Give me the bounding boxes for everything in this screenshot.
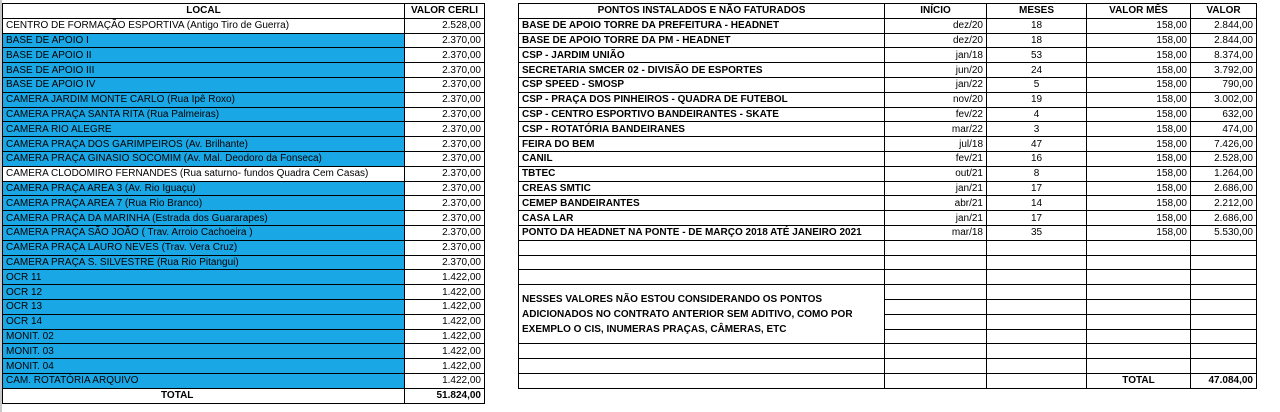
- cell-inicio[interactable]: jun/20: [885, 63, 987, 78]
- cell-ponto[interactable]: CEMEP BANDEIRANTES: [519, 196, 885, 211]
- cell-local[interactable]: OCR 11: [3, 270, 405, 285]
- empty-cell[interactable]: [519, 240, 885, 255]
- cell-valor-cerli[interactable]: 1.422,00: [405, 270, 485, 285]
- table-row: [519, 196, 1257, 211]
- empty-cell[interactable]: [1191, 240, 1257, 255]
- cell-inicio[interactable]: jan/21: [885, 211, 987, 226]
- cell-local[interactable]: OCR 13: [3, 299, 405, 314]
- cell-ponto[interactable]: CSP - JARDIM UNIÃO: [519, 48, 885, 63]
- table-row: [519, 33, 1257, 48]
- table-row: [519, 151, 1257, 166]
- table-row: [3, 359, 485, 374]
- cell-inicio[interactable]: mar/18: [885, 225, 987, 240]
- cell-ponto[interactable]: CSP SPEED - SMOSP: [519, 77, 885, 92]
- cell-local[interactable]: OCR 12: [3, 285, 405, 300]
- table-row: [3, 255, 485, 270]
- empty-cell[interactable]: [987, 299, 1087, 314]
- table-row: [519, 181, 1257, 196]
- empty-cell[interactable]: [885, 373, 987, 388]
- table-row: [3, 151, 485, 166]
- cell-valor-cerli[interactable]: 2.370,00: [405, 107, 485, 122]
- table-row: [3, 63, 485, 78]
- table-header-row: [3, 4, 485, 19]
- cell-valor-mes[interactable]: 158,00: [1087, 137, 1191, 152]
- cell-valor-mes[interactable]: 158,00: [1087, 151, 1191, 166]
- cell-valor[interactable]: 1.264,00: [1191, 166, 1257, 181]
- cell-local[interactable]: MONIT. 03: [3, 344, 405, 359]
- empty-cell[interactable]: [1087, 285, 1191, 300]
- cell-ponto[interactable]: CASA LAR: [519, 211, 885, 226]
- cell-meses[interactable]: 4: [987, 107, 1087, 122]
- cell-valor[interactable]: 2.844,00: [1191, 33, 1257, 48]
- cell-valor-mes[interactable]: 158,00: [1087, 18, 1191, 33]
- empty-cell[interactable]: [885, 359, 987, 374]
- cell-valor-cerli[interactable]: 2.370,00: [405, 151, 485, 166]
- empty-cell[interactable]: [885, 314, 987, 329]
- cell-inicio[interactable]: jan/21: [885, 181, 987, 196]
- cell-valor[interactable]: 3.002,00: [1191, 92, 1257, 107]
- cell-valor[interactable]: 2.686,00: [1191, 181, 1257, 196]
- empty-cell[interactable]: [987, 344, 1087, 359]
- cell-valor-mes[interactable]: 158,00: [1087, 181, 1191, 196]
- cell-ponto[interactable]: BASE DE APOIO TORRE DA PM - HEADNET: [519, 33, 885, 48]
- empty-row: [519, 270, 1257, 285]
- cell-meses[interactable]: 18: [987, 33, 1087, 48]
- cell-valor-cerli[interactable]: 2.370,00: [405, 48, 485, 63]
- cell-valor-mes[interactable]: 158,00: [1087, 107, 1191, 122]
- empty-cell[interactable]: [1191, 344, 1257, 359]
- cell-meses[interactable]: 53: [987, 48, 1087, 63]
- cell-ponto[interactable]: CSP - ROTATÓRIA BANDEIRANES: [519, 122, 885, 137]
- cell-valor-mes[interactable]: 158,00: [1087, 166, 1191, 181]
- cell-valor-cerli[interactable]: 1.422,00: [405, 344, 485, 359]
- cell-valor-mes[interactable]: 158,00: [1087, 225, 1191, 240]
- header-valor[interactable]: VALOR: [1191, 4, 1257, 19]
- cell-ponto[interactable]: FEIRA DO BEM: [519, 137, 885, 152]
- table-row: [3, 270, 485, 285]
- cell-ponto[interactable]: CSP - CENTRO ESPORTIVO BANDEIRANTES - SKATE: [519, 107, 885, 122]
- cell-valor-cerli[interactable]: 2.370,00: [405, 166, 485, 181]
- table-row: [519, 48, 1257, 63]
- cell-local[interactable]: CAMERA PRAÇA DOS GARIMPEIROS (Av. Brilhante): [3, 137, 405, 152]
- cell-meses[interactable]: 3: [987, 122, 1087, 137]
- cell-local[interactable]: CAMERA PRAÇA S. SILVESTRE (Rua Rio Pitangui): [3, 255, 405, 270]
- cell-meses[interactable]: 47: [987, 137, 1087, 152]
- empty-cell[interactable]: [885, 255, 987, 270]
- empty-cell[interactable]: [519, 359, 885, 374]
- empty-cell[interactable]: [987, 270, 1087, 285]
- cell-local[interactable]: CAMERA PRAÇA SÃO JOÃO ( Trav. Arroio Cachoeira ): [3, 225, 405, 240]
- table-row: [3, 92, 485, 107]
- cell-valor-mes[interactable]: 158,00: [1087, 63, 1191, 78]
- table-row: [519, 225, 1257, 240]
- local-values-table: [2, 3, 485, 404]
- cell-local[interactable]: CAMERA JARDIM MONTE CARLO (Rua Ipê Roxo): [3, 92, 405, 107]
- cell-meses[interactable]: 16: [987, 151, 1087, 166]
- empty-row: [519, 255, 1257, 270]
- table-row: [3, 137, 485, 152]
- cell-valor-mes[interactable]: 158,00: [1087, 92, 1191, 107]
- cell-valor-cerli[interactable]: 2.370,00: [405, 225, 485, 240]
- table-row: [3, 344, 485, 359]
- cell-meses[interactable]: 18: [987, 18, 1087, 33]
- cell-valor[interactable]: 2.528,00: [1191, 151, 1257, 166]
- table-row: [519, 18, 1257, 33]
- cell-valor-mes[interactable]: 158,00: [1087, 196, 1191, 211]
- cell-local[interactable]: CAMERA PRAÇA AREA 7 (Rua Rio Branco): [3, 196, 405, 211]
- empty-cell[interactable]: [987, 255, 1087, 270]
- empty-row: [519, 285, 1257, 300]
- cell-meses[interactable]: 17: [987, 181, 1087, 196]
- cell-valor[interactable]: 3.792,00: [1191, 63, 1257, 78]
- total-value[interactable]: 51.824,00: [405, 388, 485, 403]
- table-row: [519, 211, 1257, 226]
- table-row: [3, 373, 485, 388]
- table-row: [519, 63, 1257, 78]
- cell-local[interactable]: CAMERA PRAÇA DA MARINHA (Estrada dos Guararapes): [3, 211, 405, 226]
- table-row: [3, 211, 485, 226]
- empty-cell[interactable]: [1087, 299, 1191, 314]
- empty-cell[interactable]: [1087, 255, 1191, 270]
- cell-valor[interactable]: 8.374,00: [1191, 48, 1257, 63]
- cell-local[interactable]: MONIT. 02: [3, 329, 405, 344]
- cell-inicio[interactable]: abr/21: [885, 196, 987, 211]
- table-row: [3, 166, 485, 181]
- empty-cell[interactable]: [1191, 314, 1257, 329]
- empty-cell[interactable]: [885, 240, 987, 255]
- empty-cell[interactable]: [1191, 359, 1257, 374]
- table-row: [3, 299, 485, 314]
- table-row: [3, 196, 485, 211]
- empty-cell[interactable]: [885, 285, 987, 300]
- cell-local[interactable]: MONIT. 04: [3, 359, 405, 374]
- empty-cell[interactable]: [1087, 344, 1191, 359]
- cell-valor-mes[interactable]: 158,00: [1087, 48, 1191, 63]
- table-header-row: [519, 4, 1257, 19]
- empty-cell[interactable]: [885, 344, 987, 359]
- cell-ponto[interactable]: CSP - PRAÇA DOS PINHEIROS - QUADRA DE FUTEBOL: [519, 92, 885, 107]
- total-label[interactable]: TOTAL: [3, 388, 405, 403]
- cell-local[interactable]: CAMERA RIO ALEGRE: [3, 122, 405, 137]
- cell-inicio[interactable]: out/21: [885, 166, 987, 181]
- cell-local[interactable]: CAMERA PRAÇA GINASIO SOCOMIM (Av. Mal. Deodoro da Fonseca): [3, 151, 405, 166]
- table-row: [3, 285, 485, 300]
- cell-meses[interactable]: 24: [987, 63, 1087, 78]
- cell-inicio[interactable]: mar/22: [885, 122, 987, 137]
- table-row: [3, 314, 485, 329]
- empty-cell[interactable]: [1191, 255, 1257, 270]
- cell-inicio[interactable]: fev/21: [885, 151, 987, 166]
- cell-local[interactable]: CAMERA PRAÇA AREA 3 (Av. Rio Iguaçu): [3, 181, 405, 196]
- cell-valor-cerli[interactable]: 1.422,00: [405, 314, 485, 329]
- table-row: [519, 137, 1257, 152]
- table-row: [3, 18, 485, 33]
- empty-cell[interactable]: [885, 270, 987, 285]
- cell-inicio[interactable]: dez/20: [885, 33, 987, 48]
- cell-valor[interactable]: 5.530,00: [1191, 225, 1257, 240]
- header-pontos[interactable]: PONTOS INSTALADOS E NÃO FATURADOS: [519, 4, 885, 19]
- cell-valor-cerli[interactable]: 2.370,00: [405, 196, 485, 211]
- cell-inicio[interactable]: fev/22: [885, 107, 987, 122]
- empty-cell[interactable]: [1191, 329, 1257, 344]
- table-row: [3, 48, 485, 63]
- table-row: [519, 166, 1257, 181]
- empty-cell[interactable]: [1087, 270, 1191, 285]
- cell-valor-cerli[interactable]: 2.370,00: [405, 122, 485, 137]
- total-value[interactable]: 47.084,00: [1191, 373, 1257, 388]
- cell-valor-cerli[interactable]: 2.370,00: [405, 77, 485, 92]
- empty-cell[interactable]: [1191, 285, 1257, 300]
- cell-valor-cerli[interactable]: 1.422,00: [405, 329, 485, 344]
- cell-ponto[interactable]: PONTO DA HEADNET NA PONTE - DE MARÇO 2018 ATÉ JANEIRO 2021: [519, 225, 885, 240]
- cell-valor-cerli[interactable]: 1.422,00: [405, 373, 485, 388]
- table-row: [3, 33, 485, 48]
- cell-valor-cerli[interactable]: 2.370,00: [405, 255, 485, 270]
- table-row: [519, 122, 1257, 137]
- cell-local[interactable]: OCR 14: [3, 314, 405, 329]
- cell-valor-cerli[interactable]: 2.370,00: [405, 240, 485, 255]
- table-row: [3, 107, 485, 122]
- total-row: [519, 373, 1257, 388]
- header-meses[interactable]: MESES: [987, 4, 1087, 19]
- cell-valor-mes[interactable]: 158,00: [1087, 77, 1191, 92]
- cell-local[interactable]: CAM. ROTATÓRIA ARQUIVO: [3, 373, 405, 388]
- cell-valor-cerli[interactable]: 2.370,00: [405, 211, 485, 226]
- table-row: [519, 107, 1257, 122]
- cell-valor-mes[interactable]: 158,00: [1087, 211, 1191, 226]
- cell-meses[interactable]: 19: [987, 92, 1087, 107]
- cell-inicio[interactable]: jan/22: [885, 77, 987, 92]
- cell-valor-cerli[interactable]: 2.370,00: [405, 181, 485, 196]
- cell-local[interactable]: CAMERA PRAÇA SANTA RITA (Rua Palmeiras): [3, 107, 405, 122]
- cell-valor-cerli[interactable]: 2.370,00: [405, 92, 485, 107]
- cell-inicio[interactable]: jan/18: [885, 48, 987, 63]
- empty-cell[interactable]: [519, 255, 885, 270]
- cell-ponto[interactable]: SECRETARIA SMCER 02 - DIVISÃO DE ESPORTES: [519, 63, 885, 78]
- cell-meses[interactable]: 17: [987, 211, 1087, 226]
- cell-local[interactable]: BASE DE APOIO II: [3, 48, 405, 63]
- cell-valor[interactable]: 474,00: [1191, 122, 1257, 137]
- table-row: [3, 122, 485, 137]
- empty-cell[interactable]: [519, 270, 885, 285]
- cell-meses[interactable]: 5: [987, 77, 1087, 92]
- empty-cell[interactable]: [987, 240, 1087, 255]
- cell-valor-cerli[interactable]: 2.370,00: [405, 33, 485, 48]
- cell-valor[interactable]: 2.844,00: [1191, 18, 1257, 33]
- empty-cell[interactable]: [987, 314, 1087, 329]
- empty-cell[interactable]: [1087, 240, 1191, 255]
- cell-local[interactable]: CAMERA CLODOMIRO FERNANDES (Rua saturno- fundos Quadra Cem Casas): [3, 166, 405, 181]
- empty-cell[interactable]: [1087, 359, 1191, 374]
- table-row: [3, 181, 485, 196]
- pontos-nao-faturados-table: [518, 3, 1257, 389]
- cell-inicio[interactable]: jul/18: [885, 137, 987, 152]
- cell-meses[interactable]: 14: [987, 196, 1087, 211]
- cell-valor[interactable]: 790,00: [1191, 77, 1257, 92]
- cell-valor-cerli[interactable]: 1.422,00: [405, 285, 485, 300]
- table-row: [519, 77, 1257, 92]
- table-row: [3, 329, 485, 344]
- cell-meses[interactable]: 8: [987, 166, 1087, 181]
- table-row: [3, 77, 485, 92]
- empty-cell[interactable]: [987, 285, 1087, 300]
- empty-cell[interactable]: [987, 329, 1087, 344]
- empty-cell[interactable]: [1191, 299, 1257, 314]
- cell-local[interactable]: BASE DE APOIO IV: [3, 77, 405, 92]
- header-local[interactable]: LOCAL: [3, 4, 405, 19]
- cell-ponto[interactable]: CREAS SMTIC: [519, 181, 885, 196]
- cell-valor-cerli[interactable]: 1.422,00: [405, 299, 485, 314]
- header-valor-mes[interactable]: VALOR MÊS: [1087, 4, 1191, 19]
- table-row: [519, 92, 1257, 107]
- empty-cell[interactable]: [1087, 314, 1191, 329]
- cell-valor-mes[interactable]: 158,00: [1087, 33, 1191, 48]
- cell-valor[interactable]: 2.686,00: [1191, 211, 1257, 226]
- header-valor-cerli[interactable]: VALOR CERLI: [405, 4, 485, 19]
- cell-local[interactable]: BASE DE APOIO III: [3, 63, 405, 78]
- cell-local[interactable]: BASE DE APOIO I: [3, 33, 405, 48]
- cell-local[interactable]: CAMERA PRAÇA LAURO NEVES (Trav. Vera Cruz): [3, 240, 405, 255]
- empty-cell[interactable]: [987, 359, 1087, 374]
- empty-cell[interactable]: [885, 329, 987, 344]
- table-row: [3, 240, 485, 255]
- note-text: NESSES VALORES NÃO ESTOU CONSIDERANDO OS PONTOS ADICIONADOS NO CONTRATO ANTERIOR SEM ADITIVO, COMO POR EXEMPLO O CIS, INUMERAS PRAÇAS, CÂMERAS, ETC: [519, 285, 885, 344]
- cell-inicio[interactable]: nov/20: [885, 92, 987, 107]
- cell-ponto[interactable]: BASE DE APOIO TORRE DA PREFEITURA - HEADNET: [519, 18, 885, 33]
- empty-cell[interactable]: [1087, 329, 1191, 344]
- cell-valor[interactable]: 632,00: [1191, 107, 1257, 122]
- empty-row: [519, 240, 1257, 255]
- cell-valor[interactable]: 7.426,00: [1191, 137, 1257, 152]
- cell-valor-mes[interactable]: 158,00: [1087, 122, 1191, 137]
- cell-meses[interactable]: 35: [987, 225, 1087, 240]
- cell-ponto[interactable]: CANIL: [519, 151, 885, 166]
- empty-cell[interactable]: [519, 344, 885, 359]
- empty-cell[interactable]: [519, 373, 885, 388]
- empty-cell[interactable]: [1191, 270, 1257, 285]
- empty-row: [519, 359, 1257, 374]
- cell-ponto[interactable]: TBTEC: [519, 166, 885, 181]
- header-inicio[interactable]: INÍCIO: [885, 4, 987, 19]
- cell-valor-cerli[interactable]: 2.370,00: [405, 63, 485, 78]
- table-row: [3, 225, 485, 240]
- cell-valor-cerli[interactable]: 2.528,00: [405, 18, 485, 33]
- cell-inicio[interactable]: dez/20: [885, 18, 987, 33]
- empty-row: [519, 344, 1257, 359]
- cell-local[interactable]: CENTRO DE FORMAÇÃO ESPORTIVA (Antigo Tiro de Guerra): [3, 18, 405, 33]
- empty-cell[interactable]: [987, 373, 1087, 388]
- cell-valor-cerli[interactable]: 2.370,00: [405, 137, 485, 152]
- total-row: [3, 388, 485, 403]
- cell-valor[interactable]: 2.212,00: [1191, 196, 1257, 211]
- empty-cell[interactable]: [885, 299, 987, 314]
- total-label[interactable]: TOTAL: [1087, 373, 1191, 388]
- cell-valor-cerli[interactable]: 1.422,00: [405, 359, 485, 374]
